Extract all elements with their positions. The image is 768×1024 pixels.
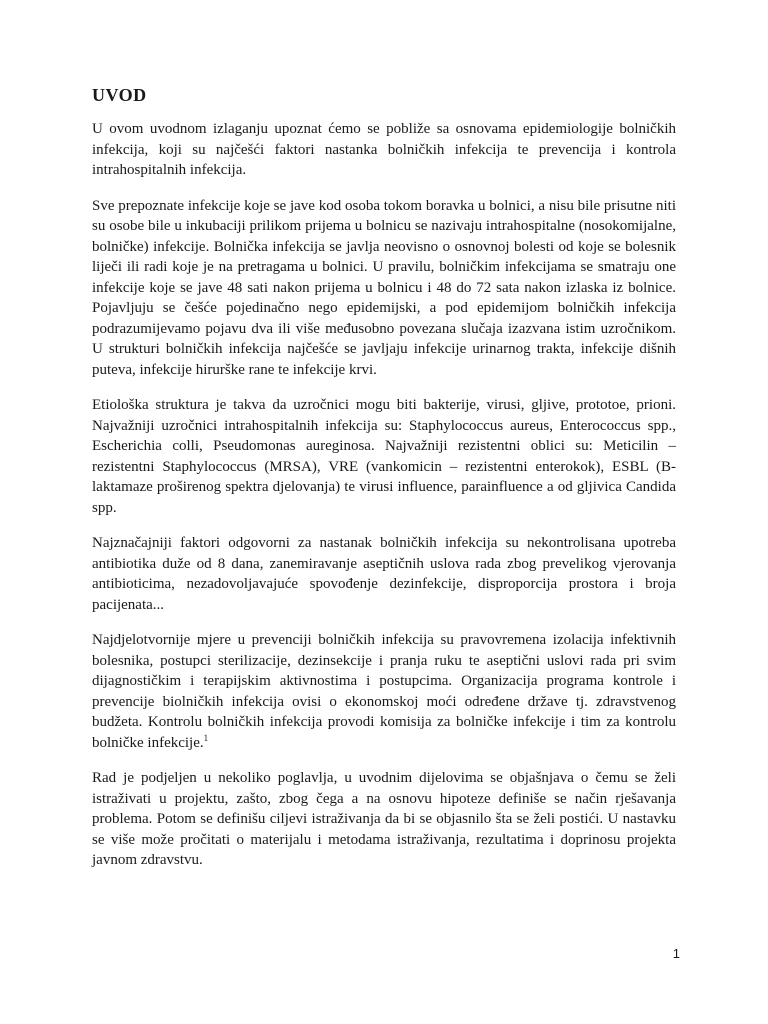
paragraph-risk-factors: Najznačajniji faktori odgovorni za nastanak bolničkih infekcija su nekontrolisana upotreba antibiotika duže od 8 dana, zanemiravanje aseptičnih uslova rada zbog prevelikog vjerovanja antibioticima, nezadovoljavajuće spovođenje dezinfekcije, disproporcija prostora i broja pacijenata... <box>92 535 676 613</box>
paragraph-structure: Rad je podjeljen u nekoliko poglavlja, u uvodnim dijelovima se objašnjava o čemu se želi istraživati u projektu, zašto, zbog čega a na osnovu hipoteze definiše se način rješavanja problema. Potom se definišu ciljevi istraživanja da bi se objasnilo šta se želi postići. U nastavku se više može pročitati o materijalu i metodama istraživanja, rezultatima i doprinosu projekta javnom zdravstvu. <box>92 770 676 868</box>
body-text <box>92 119 676 886</box>
paragraph-prevention <box>92 630 676 753</box>
page-number: 1 <box>672 946 680 961</box>
footnote-marker[interactable]: 1 <box>203 732 209 743</box>
paragraph-definition: Sve prepoznate infekcije koje se jave kod osoba tokom boravka u bolnici, a nisu bile prisutne niti su osobe bile u inkubaciji prilikom prijema u bolnicu se nazivaju intrahospitalne (nosokomijalne, bolničke) infekcije. Bolnička infekcija se javlja neovisno o osnovnoj bolesti od koje se bolesnik liječi ili radi koje je na pretragama u bolnici. U pravilu, bolničkim infekcijama se smatraju one infekcije koje se jave 48 sati nakon prijema u bolnicu i 48 do 72 sata nakon izlaska iz bolnice. Pojavljuju se češće pojedinačno nego epidemijski, a pod epidemijom bolničkih infekcija podrazumijevamo pojavu dva ili više međusobno povezana slučaja izazvana istim uzročnikom. U strukturi bolničkih infekcija najčešće se javljaju infekcije urinarnog trakta, infekcije dišnih puteva, infekcije hirurške rane te infekcije krvi. <box>92 197 676 378</box>
paragraph-intro: U ovom uvodnom izlaganju upoznat ćemo se pobliže sa osnovama epidemiologije bolničkih infekcija, koji su najčešći faktori nastanka bolničkih infekcija te prevencija i kontrola intrahospitalnih infekcija. <box>92 121 676 178</box>
paragraph-prevention-text: Najdjelotvornije mjere u prevenciji bolničkih infekcija su pravovremena izolacija infektivnih bolesnika, postupci sterilizacije, dezinsekcije i pranja ruku te aseptični uslovi rada pri svim dijagnostičkim i terapijskim aktivnostima i postupcima. Organizacija programa kontrole i prevencije biolničkih infekcija ovisi o ekonomskoj moći određene države tj. zdravstvenog budžeta. Kontrolu bolničkih infekcija provodi komisija za bolničke infekcije i tim za kontrolu bolničke infekcije. <box>92 632 676 751</box>
section-heading: UVOD <box>92 85 147 105</box>
paragraph-etiology: Etiološka struktura je takva da uzročnici mogu biti bakterije, virusi, gljive, prototoe, prioni. Najvažniji uzročnici intrahospitalnih infekcija su: Staphylococcus aureus, Enterococcus spp., Escherichia colli, Pseudomonas aureginosa. Najvažniji rezistentni oblici su: Meticilin – rezistentni Staphylococcus (MRSA), VRE (vankomicin – rezistentni enterokok), ESBL (B-laktamaze proširenog spektra djelovanja) te virusi influence, parainfluence a od gljivica Candida spp. <box>92 397 676 516</box>
